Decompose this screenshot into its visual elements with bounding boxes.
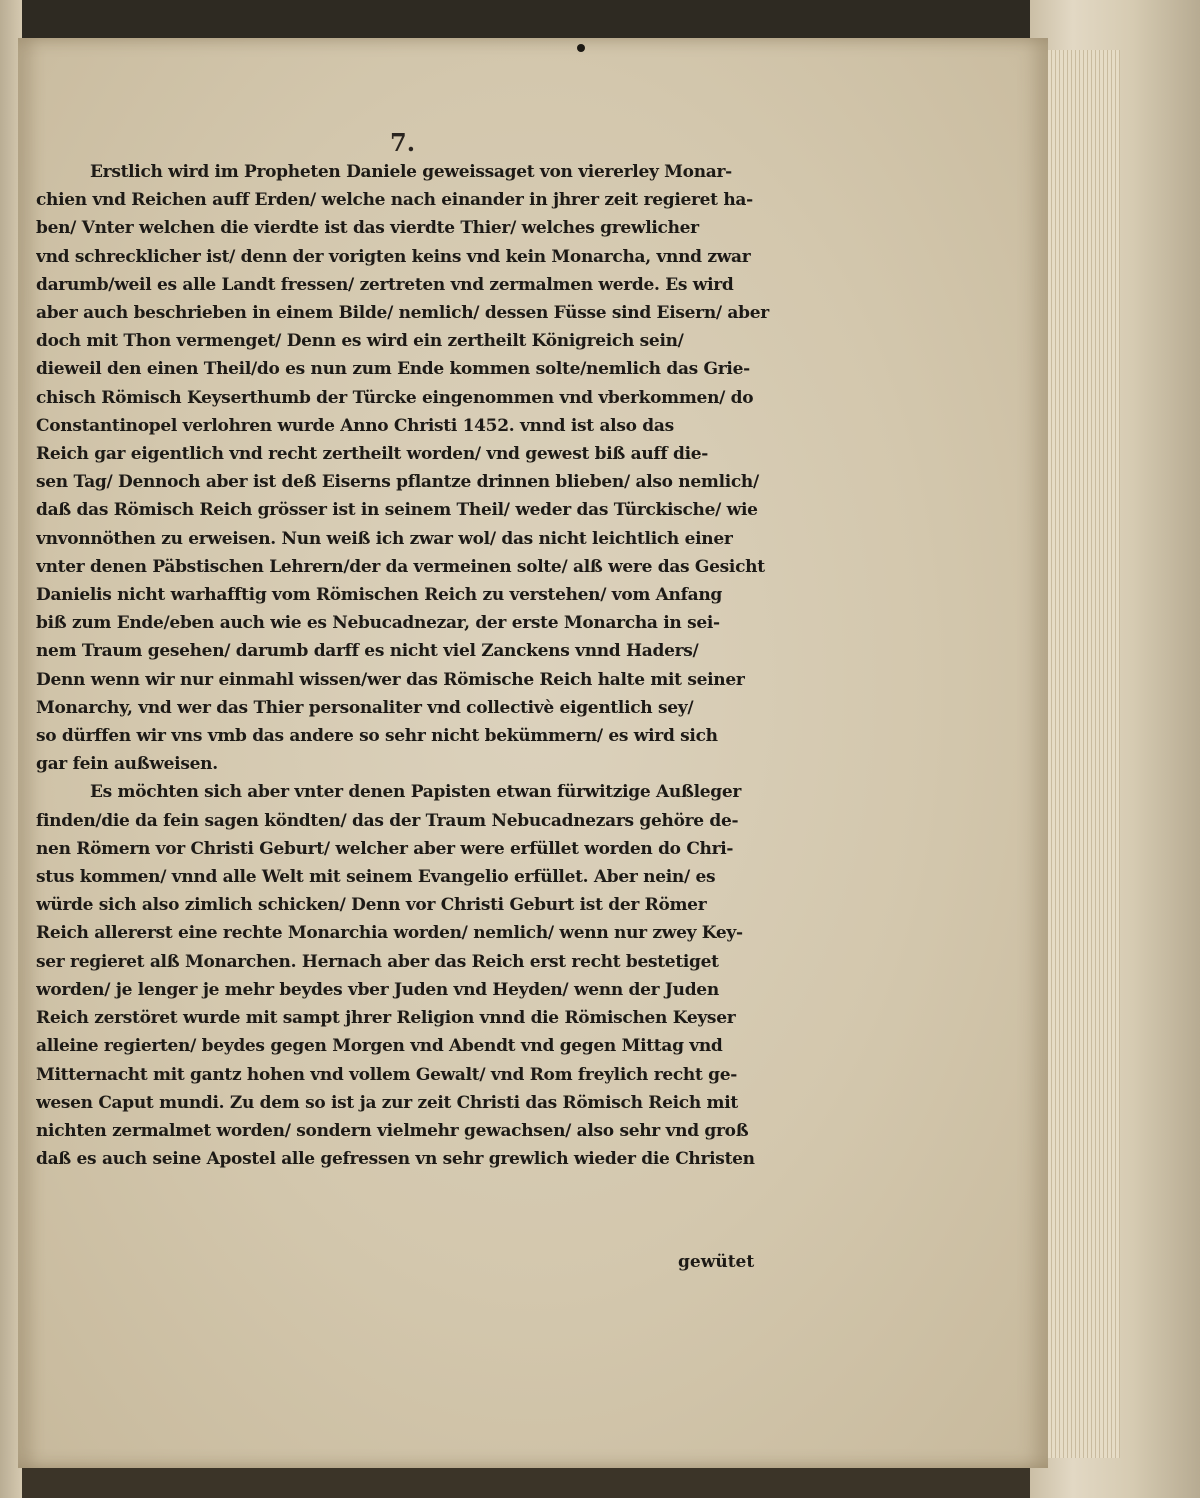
text-line: aber auch beschrieben in einem Bilde/ nemlich/ dessen Füsse sind Eisern/ aber bbox=[36, 303, 769, 324]
text-line: Denn wenn wir nur einmahl wissen/wer das Römische Reich halte mit seiner bbox=[36, 669, 745, 690]
text-line: darumb/weil es alle Landt fressen/ zertreten vnd zermalmen werde. Es wird bbox=[36, 274, 734, 295]
text-line: daß das Römisch Reich grösser ist in seinem Theil/ weder das Türckische/ wie bbox=[36, 500, 758, 521]
text-line: nem Traum gesehen/ darumb darff es nicht viel Zanckens vnnd Haders/ bbox=[36, 641, 699, 662]
text-line: biß zum Ende/eben auch wie es Nebucadnezar, der erste Monarcha in sei- bbox=[36, 613, 720, 634]
paragraph-2 bbox=[36, 778, 816, 1173]
text-line: stus kommen/ vnnd alle Welt mit seinem Evangelio erfüllet. Aber nein/ es bbox=[36, 867, 716, 888]
text-line: wesen Caput mundi. Zu dem so ist ja zur zeit Christi das Römisch Reich mit bbox=[36, 1092, 738, 1113]
text-line: nichten zermalmet worden/ sondern vielmehr gewachsen/ also sehr vnd groß bbox=[36, 1120, 749, 1141]
text-line: doch mit Thon vermenget/ Denn es wird ein zertheilt Königreich sein/ bbox=[36, 331, 684, 352]
paragraph-1 bbox=[36, 158, 816, 778]
text-line: Reich zerstöret wurde mit sampt jhrer Religion vnnd die Römischen Keyser bbox=[36, 1008, 736, 1029]
text-line: Monarchy, vnd wer das Thier personaliter vnd collectivè eigentlich sey/ bbox=[36, 697, 694, 718]
text-line: daß es auch seine Apostel alle gefressen vn sehr grewlich wieder die Christen bbox=[36, 1149, 755, 1170]
text-line: chien vnd Reichen auff Erden/ welche nach einander in jhrer zeit regieret ha- bbox=[36, 190, 753, 211]
text-line: vnter denen Päbstischen Lehrern/der da vermeinen solte/ alß were das Gesicht bbox=[36, 556, 765, 577]
text-line: würde sich also zimlich schicken/ Denn vor Christi Geburt ist der Römer bbox=[36, 895, 707, 916]
text-line: chisch Römisch Keyserthumb der Türcke eingenommen vnd vberkommen/ do bbox=[36, 387, 754, 408]
text-line: gar fein außweisen. bbox=[36, 754, 218, 775]
text-line: Reich gar eigentlich vnd recht zertheilt worden/ vnd gewest biß auff die- bbox=[36, 444, 709, 465]
page-number: 7. bbox=[390, 128, 416, 157]
text-line: Reich allererst eine rechte Monarchia worden/ nemlich/ wenn nur zwey Key- bbox=[36, 923, 743, 944]
text-line: so dürffen wir vns vmb das andere so sehr nicht bekümmern/ es wird sich bbox=[36, 726, 718, 747]
text-line: Constantinopel verlohren wurde Anno Christi 1452. vnnd ist also das bbox=[36, 415, 674, 436]
text-line: alleine regierten/ beydes gegen Morgen vnd Abendt vnd gegen Mittag vnd bbox=[36, 1036, 723, 1057]
text-line: finden/die da fein sagen köndten/ das der Traum Nebucadnezars gehöre de- bbox=[36, 810, 739, 831]
text-line: Es möchten sich aber vnter denen Papisten etwan fürwitzige Außleger bbox=[90, 782, 742, 803]
main-text bbox=[36, 158, 816, 1173]
text-line: ben/ Vnter welchen die vierdte ist das vierdte Thier/ welches grewlicher bbox=[36, 218, 699, 239]
text-line: Erstlich wird im Propheten Daniele geweissaget von viererley Monar- bbox=[90, 162, 732, 182]
text-line: dieweil den einen Theil/do es nun zum Ende kommen solte/nemlich das Grie- bbox=[36, 359, 750, 380]
text-line: Mitternacht mit gantz hohen vnd vollem Gewalt/ vnd Rom freylich recht ge- bbox=[36, 1064, 738, 1085]
text-line: nen Römern vor Christi Geburt/ welcher aber were erfüllet worden do Chri- bbox=[36, 838, 734, 859]
text-line: vnd schrecklicher ist/ denn der vorigten keins vnd kein Monarcha, vnnd zwar bbox=[36, 246, 751, 267]
text-line: ser regieret alß Monarchen. Hernach aber das Reich erst recht bestetiget bbox=[36, 951, 719, 972]
page-stack bbox=[1040, 50, 1120, 1458]
text-line: Danielis nicht warhafftig vom Römischen Reich zu verstehen/ vom Anfang bbox=[36, 585, 722, 606]
text-line: vnvonnöthen zu erweisen. Nun weiß ich zwar wol/ das nicht leichtlich einer bbox=[36, 528, 733, 549]
ink-dot bbox=[577, 44, 585, 52]
catchword: gewütet bbox=[678, 1252, 755, 1272]
text-line: sen Tag/ Dennoch aber ist deß Eiserns pflantze drinnen blieben/ also nemlich/ bbox=[36, 472, 759, 493]
text-line: worden/ je lenger je mehr beydes vber Juden vnd Heyden/ wenn der Juden bbox=[36, 979, 719, 1000]
